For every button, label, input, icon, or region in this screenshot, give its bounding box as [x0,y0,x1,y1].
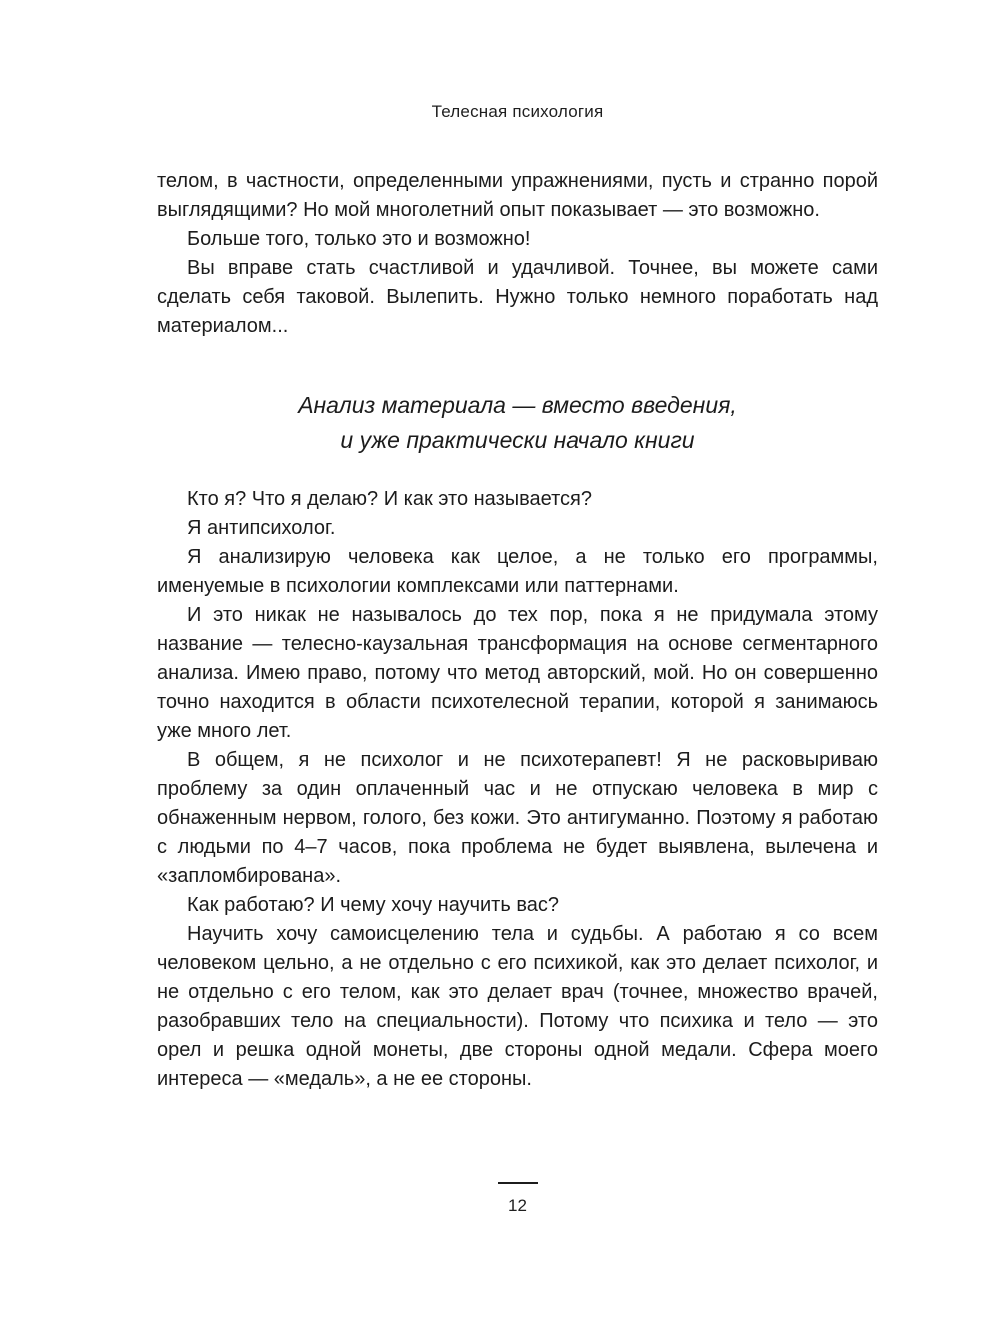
running-title: Телесная психология [431,102,604,121]
text-column [157,167,878,1094]
paragraph: Научить хочу самоисцелению тела и судьбы. А работаю я со всем человеком цельно, а не отдельно с его психикой, как это делает психолог, и не отдельно с его телом, как это делает врач (точнее, множество врачей, разобравших тело на специальности). Потому что психика и тело — это орел и решка одной монеты, две стороны одной медали. Сфера моего интереса — «медаль», а не ее стороны. [157,923,878,1090]
paragraph: Кто я? Что я делаю? И как это называется? [187,488,592,510]
paragraph: И это никак не называлось до тех пор, пока я не придумала этому название — телесно-каузальная трансформация на основе сегментарного анализа. Имею право, потому что метод авторский, мой. Но он совершенно точно находится в области психотелесной терапии, которой я занимаюсь уже много лет. [157,604,878,742]
paragraph: Как работаю? И чему хочу научить вас? [187,894,559,916]
section-heading-line-1: Анализ материала — вместо введения, [298,392,737,418]
page-number: 12 [508,1196,527,1215]
paragraph: В общем, я не психолог и не психотерапевт! Я не расковыриваю проблему за один оплаченный час и не отпускаю человека в мир с обнаженным нервом, голого, без кожи. Это антигуманно. Поэтому я работаю с людьми по 4–7 часов, пока проблема не будет выявлена, вылечена и «запломбирована». [157,749,878,887]
paragraph: Вы вправе стать счастливой и удачливой. Точнее, вы можете сами сделать себя таковой. Вылепить. Нужно только немного поработать над материалом... [157,257,878,337]
paragraph: Я анализирую человека как целое, а не только его программы, именуемые в психологии комплексами или паттернами. [157,546,878,597]
paragraph: Я антипсихолог. [187,517,336,539]
paragraph: телом, в частности, определенными упражнениями, пусть и странно порой выглядящими? Но мой многолетний опыт показывает — это возможно. [157,170,878,221]
section-heading [157,388,878,458]
paragraph: Больше того, только это и возможно! [187,228,531,250]
section-heading-line-2: и уже практически начало книги [340,427,695,453]
footer-rule [498,1182,538,1184]
